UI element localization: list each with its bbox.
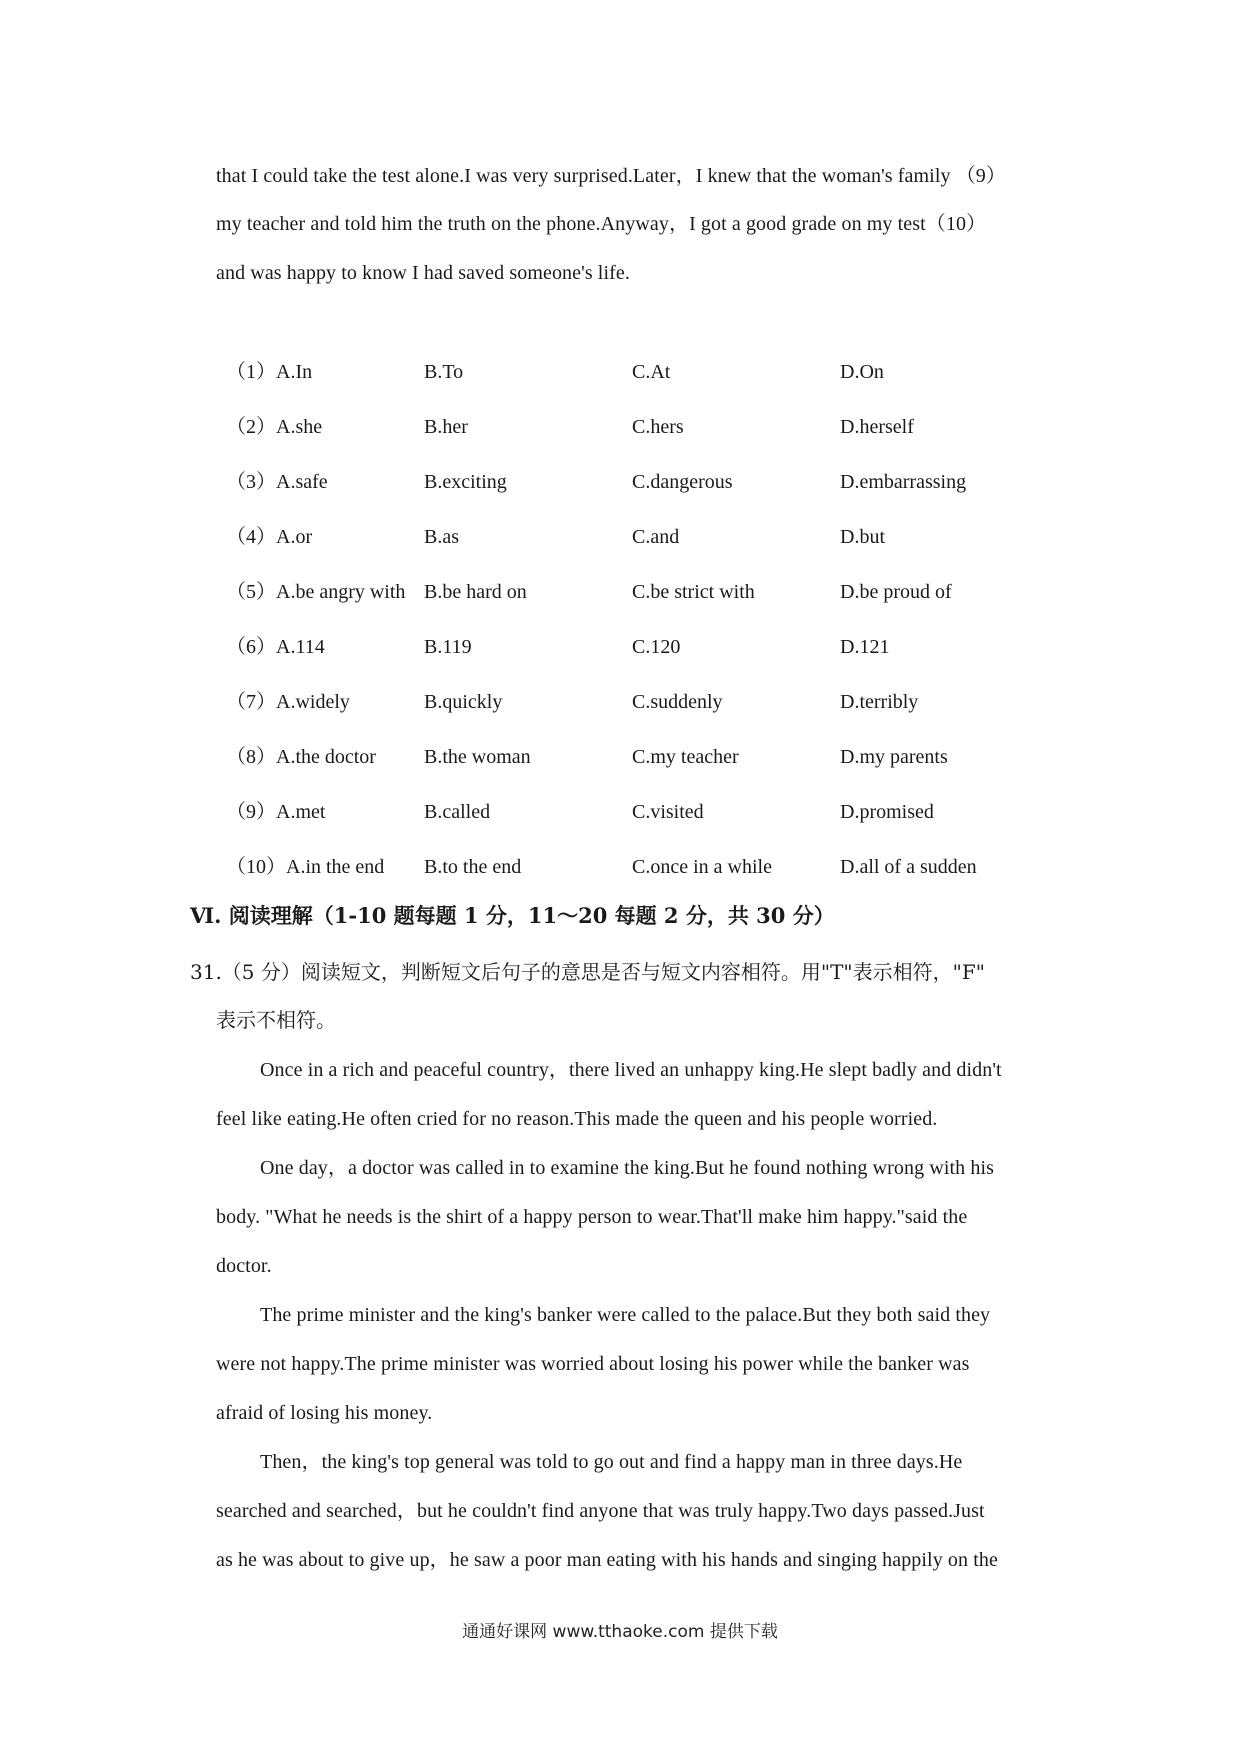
option-c: C.my teacher — [632, 746, 739, 768]
reading-line: searched and searched，but he couldn't find anyone that was truly happy.Two days passed.Just — [216, 1500, 985, 1522]
reading-line: were not happy.The prime minister was worried about losing his power while the banker was — [216, 1353, 970, 1375]
passage-line: my teacher and told him the truth on the phone.Anyway，I got a good grade on my test（10） — [216, 213, 987, 235]
option-a — [226, 413, 322, 441]
option-row — [226, 468, 1056, 496]
question-31-line-2: 表示不相符。 — [216, 1008, 336, 1032]
option-number: （4） — [226, 526, 276, 548]
option-b: B.To — [424, 361, 464, 383]
reading-line: Then，the king's top general was told to go out and find a happy man in three days.He — [260, 1451, 963, 1473]
option-d: D.121 — [840, 636, 890, 658]
option-a-text: A.she — [276, 416, 323, 438]
option-c: C.120 — [632, 636, 681, 658]
option-a-text: A.the doctor — [276, 746, 376, 768]
option-d: D.but — [840, 526, 885, 548]
option-row — [226, 688, 1056, 716]
page-footer: 通通好课网 www.tthaoke.com 提供下载 — [462, 1622, 778, 1642]
option-b: B.as — [424, 526, 459, 548]
reading-line: Once in a rich and peaceful country，there lived an unhappy king.He slept badly and didn't — [260, 1059, 1002, 1081]
option-row — [226, 523, 1056, 551]
reading-line: One day，a doctor was called in to examine the king.But he found nothing wrong with his — [260, 1157, 995, 1179]
option-number: （1） — [226, 361, 276, 383]
option-number: （10） — [226, 856, 286, 878]
option-number: （5） — [226, 581, 276, 603]
option-row — [226, 853, 1056, 881]
option-d: D.On — [840, 361, 884, 383]
option-b: B.the woman — [424, 746, 531, 768]
option-d: D.all of a sudden — [840, 856, 977, 878]
option-a-text: A.in the end — [286, 856, 385, 878]
option-row — [226, 743, 1056, 771]
option-a — [226, 853, 384, 881]
option-a-text: A.114 — [276, 636, 325, 658]
option-a — [226, 798, 325, 826]
option-c: C.and — [632, 526, 680, 548]
option-d: D.embarrassing — [840, 471, 967, 493]
passage-line: that I could take the test alone.I was very surprised.Later，I knew that the woman's family （9） — [216, 165, 1006, 187]
option-a-text: A.safe — [276, 471, 328, 493]
option-d: D.terribly — [840, 691, 919, 713]
option-c: C.dangerous — [632, 471, 733, 493]
question-31-line-1: 31.（5 分）阅读短文，判断短文后句子的意思是否与短文内容相符。用"T"表示相符，"F" — [190, 960, 985, 984]
option-a — [226, 578, 405, 606]
option-a — [226, 633, 325, 661]
option-b: B.119 — [424, 636, 472, 658]
option-c: C.hers — [632, 416, 684, 438]
section-title: Ⅵ. 阅读理解（1-10 题每题 1 分，11～20 每题 2 分，共 30 分） — [190, 903, 835, 928]
option-a — [226, 688, 350, 716]
option-c: C.At — [632, 361, 671, 383]
reading-line: feel like eating.He often cried for no reason.This made the queen and his people worried. — [216, 1108, 938, 1130]
option-number: （9） — [226, 801, 276, 823]
option-row — [226, 798, 1056, 826]
option-c: C.visited — [632, 801, 704, 823]
option-d: D.promised — [840, 801, 934, 823]
option-b: B.be hard on — [424, 581, 527, 603]
option-number: （8） — [226, 746, 276, 768]
option-b: B.to the end — [424, 856, 522, 878]
reading-line: The prime minister and the king's banker were called to the palace.But they both said they — [260, 1304, 991, 1326]
option-row — [226, 358, 1056, 386]
reading-line: body. "What he needs is the shirt of a happy person to wear.That'll make him happy."said the — [216, 1206, 968, 1228]
option-number: （2） — [226, 416, 276, 438]
reading-line: as he was about to give up，he saw a poor man eating with his hands and singing happily on the — [216, 1549, 998, 1571]
passage-line: and was happy to know I had saved someone's life. — [216, 262, 630, 284]
option-a — [226, 523, 312, 551]
option-c: C.suddenly — [632, 691, 723, 713]
option-a-text: A.In — [276, 361, 313, 383]
option-b: B.called — [424, 801, 491, 823]
option-d: D.be proud of — [840, 581, 952, 603]
option-b: B.quickly — [424, 691, 503, 713]
option-number: （7） — [226, 691, 276, 713]
option-d: D.my parents — [840, 746, 948, 768]
option-c: C.be strict with — [632, 581, 755, 603]
option-d: D.herself — [840, 416, 914, 438]
option-a-text: A.or — [276, 526, 313, 548]
reading-line: doctor. — [216, 1255, 272, 1277]
option-number: （3） — [226, 471, 276, 493]
option-b: B.her — [424, 416, 468, 438]
option-number: （6） — [226, 636, 276, 658]
option-a-text: A.widely — [276, 691, 350, 713]
option-row — [226, 633, 1056, 661]
option-a — [226, 743, 376, 771]
option-row — [226, 578, 1056, 606]
option-a — [226, 468, 328, 496]
option-b: B.exciting — [424, 471, 507, 493]
reading-line: afraid of losing his money. — [216, 1402, 433, 1424]
option-a — [226, 358, 312, 386]
option-row — [226, 413, 1056, 441]
option-a-text: A.met — [276, 801, 326, 823]
option-c: C.once in a while — [632, 856, 772, 878]
option-a-text: A.be angry with — [276, 581, 406, 603]
